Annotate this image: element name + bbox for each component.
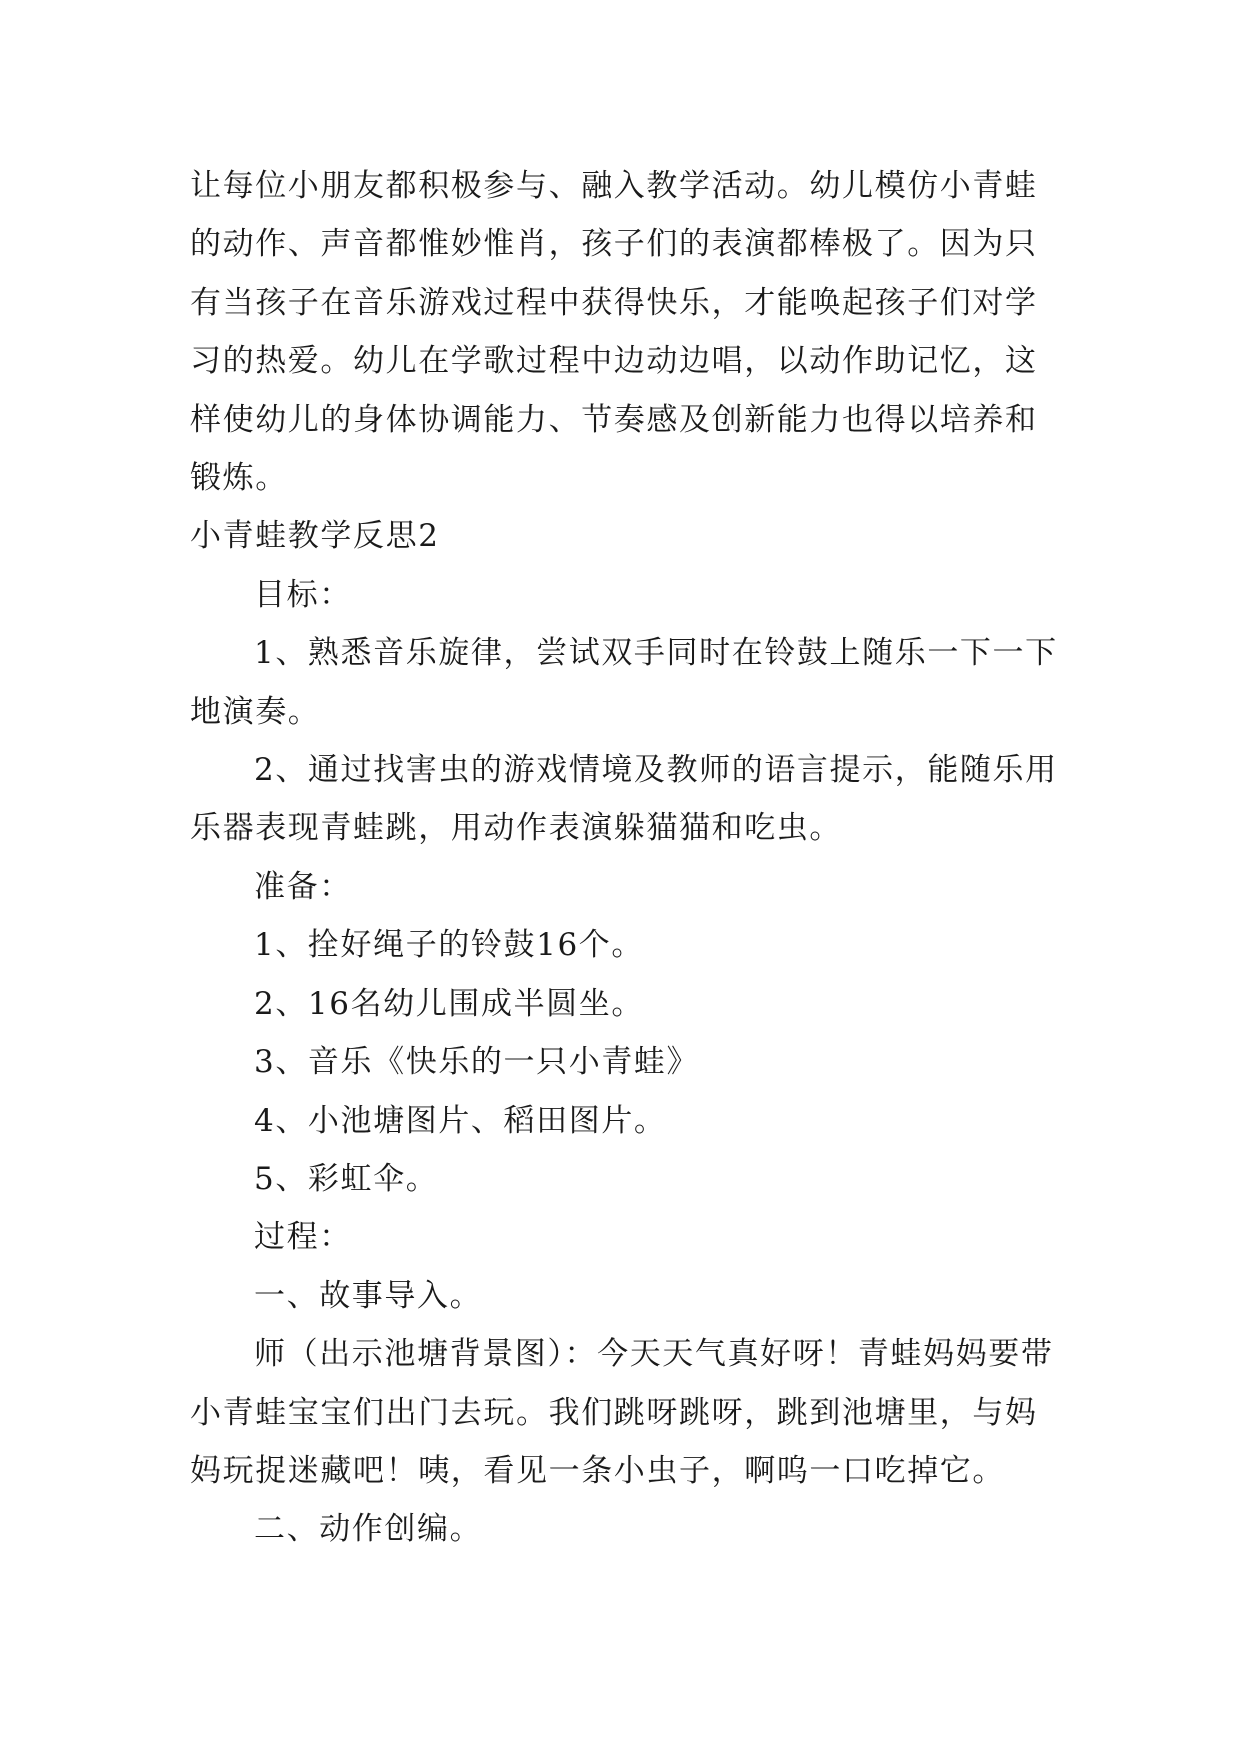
process-step-2-title: 二、动作创编。	[254, 1511, 483, 1548]
preparation-item-4: 4、小池塘图片、稻田图片。	[254, 1102, 667, 1139]
document-body	[190, 157, 1070, 1559]
goal-item-2: 2、通过找害虫的游戏情境及教师的语言提示，能随乐用乐器表现青蛙跳，用动作表演躲猫猫和吃虫。	[190, 752, 1058, 847]
goals-label: 目标：	[254, 576, 352, 613]
preparation-item-5: 5、彩虹伞。	[254, 1160, 439, 1197]
goal-item-1: 1、熟悉音乐旋律，尝试双手同时在铃鼓上随乐一下一下地演奏。	[190, 635, 1058, 730]
section-heading: 小青蛙教学反思2	[190, 518, 440, 555]
process-label: 过程：	[254, 1219, 352, 1256]
preparation-item-1: 1、拴好绳子的铃鼓16个。	[254, 927, 644, 964]
process-step-1-title: 一、故事导入。	[254, 1277, 483, 1314]
preparation-label: 准备：	[254, 868, 352, 905]
process-step-1-text: 师（出示池塘背景图）：今天天气真好呀！青蛙妈妈要带小青蛙宝宝们出门去玩。我们跳呀跳呀，跳到池塘里，与妈妈玩捉迷藏吧！咦，看见一条小虫子，啊呜一口吃掉它。	[190, 1336, 1054, 1489]
preparation-item-3: 3、音乐《快乐的一只小青蛙》	[254, 1044, 700, 1081]
preparation-item-2: 2、16名幼儿围成半圆坐。	[254, 985, 644, 1022]
paragraph-reflection-conclusion: 让每位小朋友都积极参与、融入教学活动。幼儿模仿小青蛙的动作、声音都惟妙惟肖，孩子们的表演都棒极了。因为只有当孩子在音乐游戏过程中获得快乐，才能唤起孩子们对学习的热爱。幼儿在学歌过程中边动边唱，以动作助记忆，这样使幼儿的身体协调能力、节奏感及创新能力也得以培养和锻炼。	[190, 168, 1038, 497]
